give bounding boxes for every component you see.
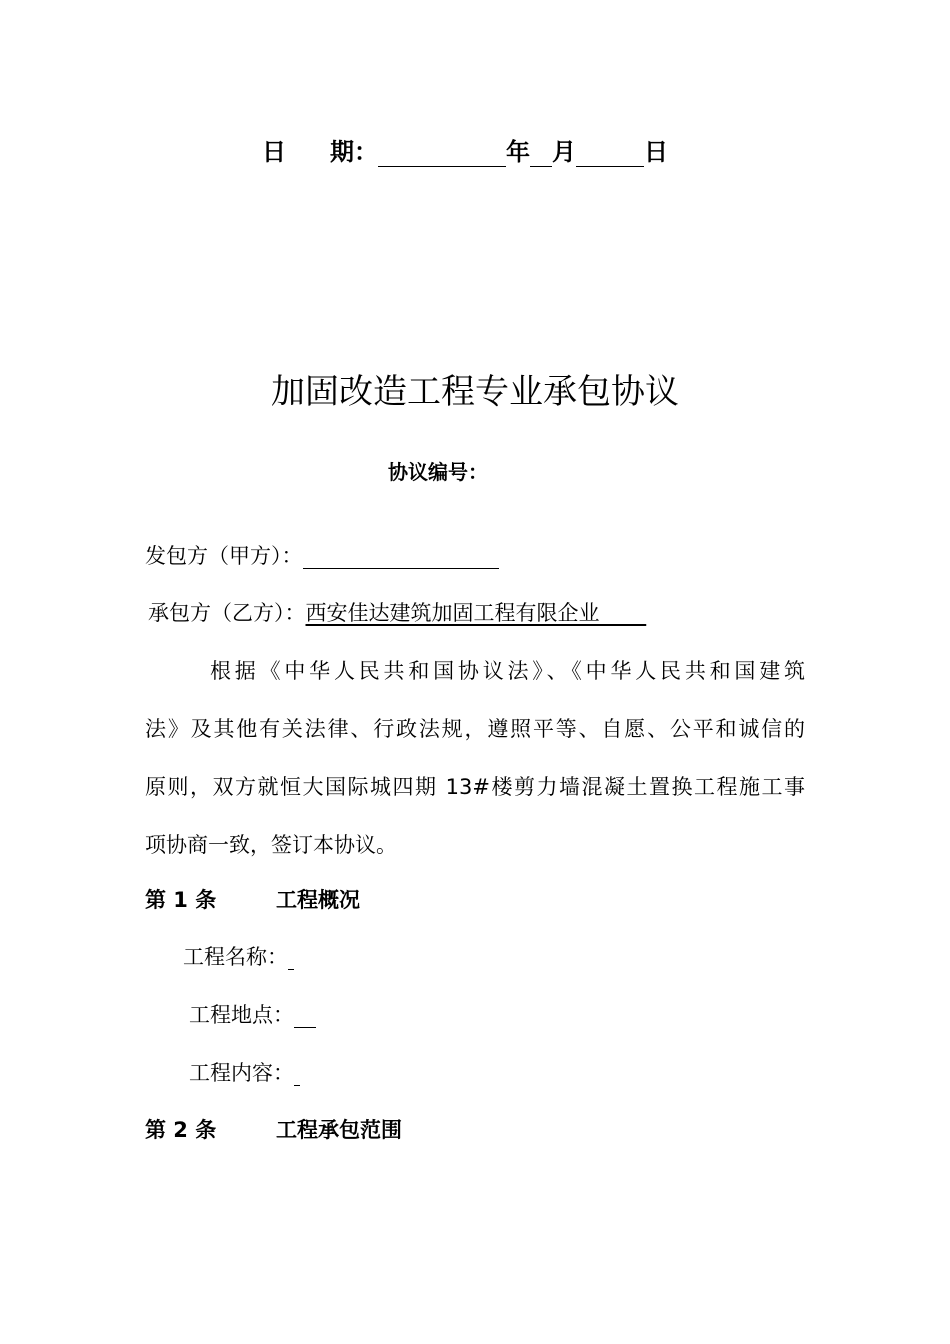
project-name-field (183, 941, 294, 971)
article-title: 工程概况 (276, 888, 360, 912)
day-label: 日 (644, 138, 668, 166)
party-b-label: 承包方（乙方）： (148, 601, 306, 625)
project-location-field (189, 999, 316, 1029)
year-label: 年 (506, 138, 530, 166)
year-blank[interactable] (378, 138, 506, 167)
article-1-heading (145, 884, 360, 914)
document-title: 加固改造工程专业承包协议 (271, 372, 679, 412)
day-blank[interactable] (576, 138, 644, 167)
article-2-heading (145, 1114, 402, 1144)
article-number: 第 2 条 (145, 1118, 217, 1142)
body-paragraph-line-4: 项协商一致，签订本协议。 (145, 833, 397, 857)
project-name-label: 工程名称： (183, 945, 288, 969)
month-label: 月 (552, 138, 576, 166)
date-label-ri: 日 (262, 138, 286, 166)
body-paragraph-line-2: 法》及其他有关法律、行政法规，遵照平等、自愿、公平和诚信的 (145, 717, 805, 741)
project-location-blank[interactable] (294, 1003, 316, 1028)
article-number: 第 1 条 (145, 888, 217, 912)
party-a-label: 发包方（甲方）： (145, 544, 303, 568)
body-paragraph-line-1: 根据《中华人民共和国协议法》、《中华人民共和国建筑 (210, 659, 805, 683)
article-title: 工程承包范围 (276, 1118, 402, 1142)
project-content-field (189, 1057, 300, 1087)
project-content-label: 工程内容： (189, 1061, 294, 1085)
date-label-qi: 期： (330, 138, 378, 166)
date-line (262, 132, 668, 167)
party-b-value: 西安佳达建筑加固工程有限企业 (305, 601, 600, 625)
document-number-label: 协议编号： (388, 460, 488, 484)
project-location-label: 工程地点： (189, 1003, 294, 1027)
party-b-line (148, 597, 646, 627)
month-blank[interactable] (530, 138, 552, 167)
project-content-blank[interactable] (294, 1061, 300, 1086)
body-paragraph-line-3: 原则，双方就恒大国际城四期 13#楼剪力墙混凝土置换工程施工事 (145, 775, 805, 799)
party-a-blank[interactable] (303, 544, 499, 569)
project-name-blank[interactable] (288, 945, 294, 970)
party-a-line (145, 540, 499, 570)
